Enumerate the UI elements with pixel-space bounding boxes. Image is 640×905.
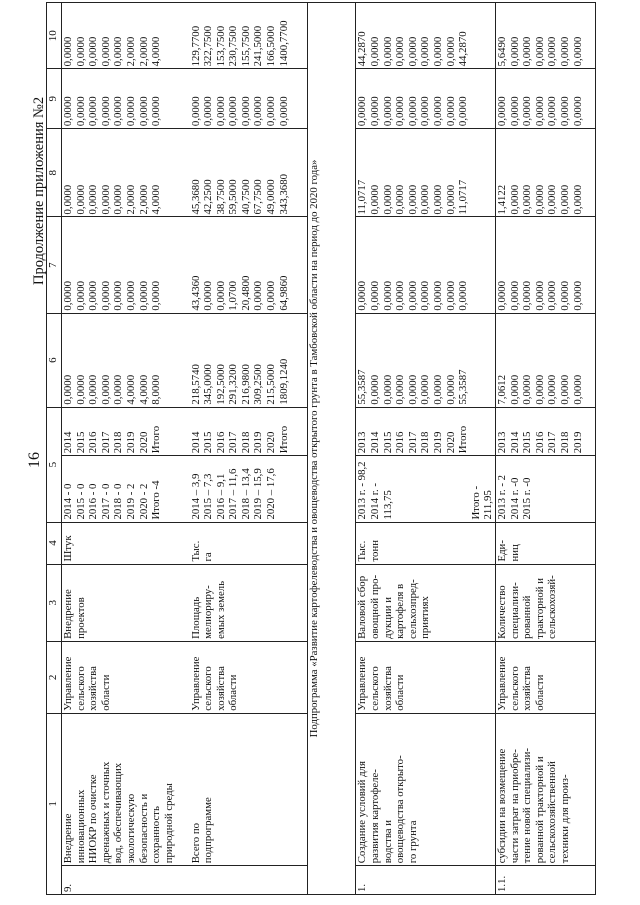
col8-values: 45,3680 42,2500 38,7500 59,5000 40,7500 67,7500 49,0000 343,3680 bbox=[190, 129, 308, 217]
col9-values: 0,0000 0,0000 0,0000 0,0000 0,0000 0,0000 0,0000 0,0000 bbox=[190, 69, 308, 129]
col8-values: 1,4122 0,0000 0,0000 0,0000 0,0000 0,0000 0,0000 bbox=[496, 129, 596, 217]
col10-values: 129,7700 322,7500 153,7500 230,7500 155,7500 241,5000 166,5000 1400,7700 bbox=[190, 3, 308, 69]
executor: Управление сельского хозяйства области bbox=[190, 641, 308, 713]
col7-values: 0,0000 0,0000 0,0000 0,0000 0,0000 0,0000 0,0000 bbox=[496, 217, 596, 313]
continuation-note: Продолжение приложения №2 bbox=[31, 96, 47, 285]
indicator: Площадь мелиориру- емых земель bbox=[190, 564, 308, 641]
row-number bbox=[190, 866, 308, 895]
plan-values: 2014 - 0 2015 - 0 2016 - 0 2017 - 0 2018 - 0 2019 - 2 2020 - 2 Итого -4 bbox=[62, 456, 190, 522]
plan-values: 2014 – 3,9 2015 – 7,3 2016 – 9,1 2017 – 11,6 2018 – 13,4 2019 – 15,9 2020 – 17,6 bbox=[190, 456, 308, 522]
subprogram-row bbox=[308, 3, 356, 895]
indicator: Количество специализи- рованной тракторной и сельскохозяй- bbox=[496, 564, 596, 641]
indicator: Внедрение проектов bbox=[62, 564, 190, 641]
col-header-9: 9 bbox=[47, 69, 62, 129]
col-header-8: 8 bbox=[47, 129, 62, 217]
unit: Тыс. га bbox=[190, 522, 308, 564]
col-header-10: 10 bbox=[47, 3, 62, 69]
indicator: Валовой сбор овощной про- дукции и картофеля в сельхозпред- приятиях bbox=[356, 564, 496, 641]
years: 2014 2015 2016 2017 2018 2019 2020 Итого bbox=[62, 407, 190, 456]
measure-name: субсидии на возмещение части затрат на приобре- тение новой специализи- рованной тракторной и сельскохозяйственной техники для произ- bbox=[496, 713, 596, 866]
col10-values: 5,6490 0,0000 0,0000 0,0000 0,0000 0,0000 0,0000 bbox=[496, 3, 596, 69]
col-header-7: 7 bbox=[47, 217, 62, 313]
executor: Управление сельского хозяйства области bbox=[496, 641, 596, 713]
subprogram-title: Подпрограмма «Развитие картофелеводства и овощеводства открытого грунта в Тамбовской области на период до 2020 года» bbox=[308, 3, 356, 895]
col6-values: 7,0612 0,0000 0,0000 0,0000 0,0000 0,0000 0,0000 bbox=[496, 313, 596, 407]
unit: Тыс. тонн bbox=[356, 522, 496, 564]
measure-name: Всего по подпрограмме bbox=[190, 713, 308, 866]
page-number: 16 bbox=[26, 452, 43, 468]
plan-values: 2013 г. - 2 2014 г. -0 2015 г. -0 bbox=[496, 456, 596, 522]
unit: Еди- ниц bbox=[496, 522, 596, 564]
col-header-1: 1 bbox=[47, 713, 62, 894]
years: 2013 2014 2015 2016 2017 2018 2019 bbox=[496, 407, 596, 456]
executor: Управление сельского хозяйства области bbox=[62, 641, 190, 713]
col-header-4: 4 bbox=[47, 522, 62, 564]
table-row bbox=[62, 3, 190, 895]
measure-name: Внедрение инновационных НИОКР по очистке дренажных и сточных вод, обеспечивающих экологическую безопасность и сохранность природной среды bbox=[62, 713, 190, 866]
col8-values: 11,0717 0,0000 0,0000 0,0000 0,0000 0,0000 0,0000 0,0000 11,0717 bbox=[356, 129, 496, 217]
header-row bbox=[47, 3, 62, 895]
col6-values: 0,0000 0,0000 0,0000 0,0000 0,0000 4,0000 4,0000 8,0000 bbox=[62, 313, 190, 407]
col-header-5: 5 bbox=[47, 407, 62, 522]
table-row bbox=[496, 3, 596, 895]
years: 2013 2014 2015 2016 2017 2018 2019 2020 Итого bbox=[356, 407, 496, 456]
col10-values: 44,2870 0,0000 0,0000 0,0000 0,0000 0,0000 0,0000 0,0000 44,2870 bbox=[356, 3, 496, 69]
col8-values: 0,0000 0,0000 0,0000 0,0000 0,0000 2,0000 2,0000 4,0000 bbox=[62, 129, 190, 217]
row-number: 9. bbox=[62, 866, 190, 895]
col-header-3: 3 bbox=[47, 564, 62, 641]
col6-values: 218,5740 345,0000 192,5000 291,3200 216,9800 309,2500 215,5000 1809,1240 bbox=[190, 313, 308, 407]
program-table bbox=[46, 2, 596, 895]
plan-values: 2013 г. - 98,2 2014 г. - 113,75 Итого - 211,95 bbox=[356, 456, 496, 522]
col10-values: 0,0000 0,0000 0,0000 0,0000 0,0000 2,0000 2,0000 4,0000 bbox=[62, 3, 190, 69]
col-header-2: 2 bbox=[47, 641, 62, 713]
col9-values: 0,0000 0,0000 0,0000 0,0000 0,0000 0,0000 0,0000 0,0000 0,0000 bbox=[356, 69, 496, 129]
row-number: 1. bbox=[356, 866, 496, 895]
col9-values: 0,0000 0,0000 0,0000 0,0000 0,0000 0,0000 0,0000 bbox=[496, 69, 596, 129]
years: 2014 2015 2016 2017 2018 2019 2020 Итого bbox=[190, 407, 308, 456]
unit: Штук bbox=[62, 522, 190, 564]
col7-values: 0,0000 0,0000 0,0000 0,0000 0,0000 0,0000 0,0000 0,0000 bbox=[62, 217, 190, 313]
row-number: 1.1. bbox=[496, 866, 596, 895]
col-header-6: 6 bbox=[47, 313, 62, 407]
executor: Управление сельского хозяйства области bbox=[356, 641, 496, 713]
col7-values: 0,0000 0,0000 0,0000 0,0000 0,0000 0,0000 0,0000 0,0000 0,0000 bbox=[356, 217, 496, 313]
col7-values: 43,4360 0,0000 0,0000 1,0700 20,4800 0,0000 0,0000 64,9860 bbox=[190, 217, 308, 313]
col6-values: 55,3587 0,0000 0,0000 0,0000 0,0000 0,0000 0,0000 0,0000 55,3587 bbox=[356, 313, 496, 407]
measure-name: Создание условий для развития картофеле- водства и овощеводства открыто- го грунта bbox=[356, 713, 496, 866]
table-row bbox=[356, 3, 496, 895]
col9-values: 0,0000 0,0000 0,0000 0,0000 0,0000 0,0000 0,0000 0,0000 bbox=[62, 69, 190, 129]
table-row bbox=[190, 3, 308, 895]
